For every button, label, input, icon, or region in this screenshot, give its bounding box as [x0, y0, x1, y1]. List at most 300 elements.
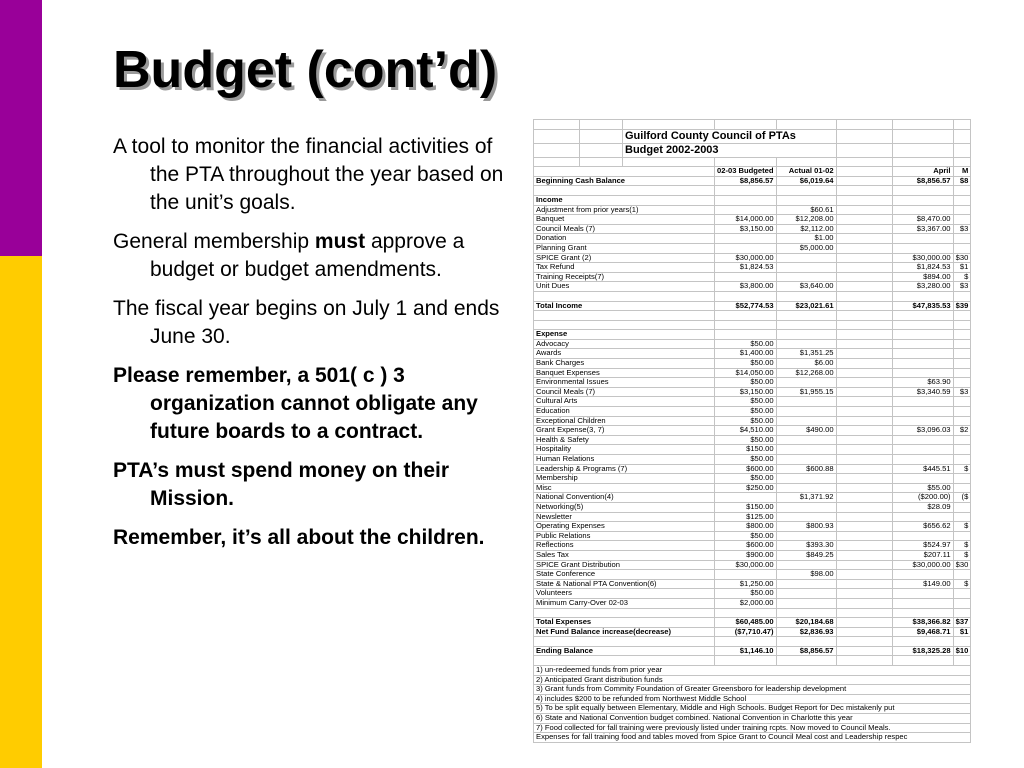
sheet-cell [892, 243, 953, 253]
sheet-cell: $2,836.93 [776, 627, 836, 637]
sheet-cell: $600.00 [715, 464, 777, 474]
sheet-cell [715, 243, 777, 253]
sheet-cell [836, 589, 892, 599]
sheet-cell [836, 215, 892, 225]
sheet-cell: $1,371.92 [776, 493, 836, 503]
sheet-cell: $3,640.00 [776, 282, 836, 292]
sheet-row-label: Cultural Arts [534, 397, 715, 407]
sheet-note: 6) State and National Convention budget combined. National Convention in Charlotte this year [534, 714, 971, 724]
bullet-item: The fiscal year begins on July 1 and ends June 30. [113, 297, 500, 348]
sheet-cell [953, 186, 971, 196]
sheet-row-label: Human Relations [534, 455, 715, 465]
bullet-item: A tool to monitor the financial activities of the PTA throughout the year based on the unit’s goals. [113, 135, 504, 214]
sheet-cell [836, 368, 892, 378]
sheet-cell [836, 253, 892, 263]
sheet-cell [892, 656, 953, 666]
sheet-cell: $8,470.00 [892, 215, 953, 225]
sheet-cell [836, 186, 892, 196]
sheet-cell: $900.00 [715, 550, 777, 560]
sheet-row [534, 120, 971, 130]
sheet-row [534, 186, 971, 196]
sheet-cell: $8,856.57 [776, 646, 836, 656]
sheet-cell: $52,774.53 [715, 301, 777, 311]
sheet-cell [580, 143, 623, 157]
sheet-row [534, 541, 971, 551]
sheet-row-label: Hospitality [534, 445, 715, 455]
sheet-cell [836, 435, 892, 445]
sheet-cell [776, 589, 836, 599]
sheet-cell: $207.11 [892, 550, 953, 560]
sheet-cell: $18,325.28 [892, 646, 953, 656]
sheet-cell [892, 407, 953, 417]
sheet-cell: $894.00 [892, 272, 953, 282]
sheet-cell [715, 311, 777, 321]
sheet-row [534, 502, 971, 512]
sheet-column-header [534, 167, 715, 177]
sheet-cell [953, 291, 971, 301]
sheet-cell [892, 234, 953, 244]
bullet-text: approve a budget or budget amendments. [150, 230, 465, 281]
sheet-cell [953, 320, 971, 330]
sheet-cell [953, 234, 971, 244]
sheet-cell: $38,366.82 [892, 618, 953, 628]
sheet-cell [534, 120, 580, 130]
sheet-cell: $98.00 [776, 570, 836, 580]
sheet-cell [776, 186, 836, 196]
sheet-row [534, 618, 971, 628]
sheet-cell: $20,184.68 [776, 618, 836, 628]
sheet-title: Budget 2002-2003 [623, 143, 837, 157]
sheet-cell [836, 407, 892, 417]
sheet-cell: $55.00 [892, 483, 953, 493]
sheet-cell [776, 474, 836, 484]
sheet-cell: $3 [953, 282, 971, 292]
sheet-cell: ($200.00) [892, 493, 953, 503]
sheet-column-header: 02-03 Budgeted [715, 167, 777, 177]
sheet-row [534, 378, 971, 388]
sheet-row-label: Environmental Issues [534, 378, 715, 388]
budget-table [533, 119, 971, 743]
sheet-cell: $50.00 [715, 589, 777, 599]
sheet-row [534, 455, 971, 465]
sheet-cell [836, 339, 892, 349]
sheet-cell [836, 243, 892, 253]
sheet-cell [836, 301, 892, 311]
sheet-row-label: SPICE Grant (2) [534, 253, 715, 263]
sheet-cell [953, 474, 971, 484]
sheet-cell [836, 311, 892, 321]
sheet-cell [953, 378, 971, 388]
sheet-cell [892, 397, 953, 407]
sheet-row-label: Misc [534, 483, 715, 493]
sheet-cell: $150.00 [715, 502, 777, 512]
sheet-cell [836, 474, 892, 484]
sheet-row [534, 426, 971, 436]
yellow-accent-bar [0, 256, 42, 768]
sheet-cell [580, 157, 623, 167]
sheet-cell [776, 320, 836, 330]
sheet-row-label: Awards [534, 349, 715, 359]
sheet-note-row [534, 714, 971, 724]
sheet-cell [836, 330, 892, 340]
sheet-cell [836, 157, 892, 167]
sheet-row-label: Donation [534, 234, 715, 244]
sheet-row [534, 224, 971, 234]
sheet-row-label: State Conference [534, 570, 715, 580]
sheet-cell: $30 [953, 253, 971, 263]
sheet-cell [892, 637, 953, 647]
sheet-cell [776, 397, 836, 407]
sheet-cell [776, 445, 836, 455]
sheet-note: 4) includes $200 to be refunded from Northwest Middle School [534, 694, 971, 704]
sheet-cell: $63.90 [892, 378, 953, 388]
sheet-cell: $30,000.00 [892, 253, 953, 263]
sheet-cell [892, 339, 953, 349]
sheet-cell [892, 129, 953, 143]
sheet-row-label: Operating Expenses [534, 522, 715, 532]
sheet-cell: $50.00 [715, 455, 777, 465]
sheet-cell: $2 [953, 426, 971, 436]
sheet-cell: $490.00 [776, 426, 836, 436]
sheet-cell [836, 416, 892, 426]
sheet-cell [715, 186, 777, 196]
sheet-cell [836, 531, 892, 541]
sheet-cell: $50.00 [715, 339, 777, 349]
sheet-cell: $2,112.00 [776, 224, 836, 234]
sheet-row-label: Exceptional Children [534, 416, 715, 426]
sheet-row [534, 627, 971, 637]
sheet-cell: ($ [953, 493, 971, 503]
sheet-row [534, 263, 971, 273]
sheet-cell [892, 474, 953, 484]
sheet-cell: $9,468.71 [892, 627, 953, 637]
sheet-cell [953, 215, 971, 225]
sheet-cell: $656.62 [892, 522, 953, 532]
sheet-note: 2) Anticipated Grant distribution funds [534, 675, 971, 685]
sheet-cell [836, 205, 892, 215]
sheet-row [534, 359, 971, 369]
sheet-row-label: State & National PTA Convention(6) [534, 579, 715, 589]
sheet-cell [836, 282, 892, 292]
sheet-row [534, 550, 971, 560]
sheet-cell [953, 311, 971, 321]
sheet-cell [580, 120, 623, 130]
sheet-row-label: Sales Tax [534, 550, 715, 560]
sheet-cell [776, 378, 836, 388]
sheet-cell [534, 143, 580, 157]
sheet-cell [836, 272, 892, 282]
sheet-cell [892, 195, 953, 205]
sheet-cell [953, 330, 971, 340]
sheet-cell: $524.97 [892, 541, 953, 551]
sheet-cell [953, 129, 971, 143]
sheet-cell: $3,340.59 [892, 387, 953, 397]
sheet-cell: $149.00 [892, 579, 953, 589]
sheet-cell [836, 483, 892, 493]
sheet-row-label: Adjustment from prior years(1) [534, 205, 715, 215]
sheet-cell [953, 656, 971, 666]
sheet-cell: $445.51 [892, 464, 953, 474]
sheet-title: Guilford County Council of PTAs [623, 129, 837, 143]
sheet-cell [953, 570, 971, 580]
sheet-cell [836, 598, 892, 608]
sheet-cell [953, 512, 971, 522]
sheet-cell [953, 531, 971, 541]
sheet-cell [892, 349, 953, 359]
sheet-cell [836, 387, 892, 397]
sheet-row-label: Beginning Cash Balance [534, 176, 715, 186]
sheet-cell [715, 570, 777, 580]
sheet-cell [953, 455, 971, 465]
sheet-cell [776, 435, 836, 445]
sheet-cell [836, 522, 892, 532]
sheet-cell: $8,856.57 [715, 176, 777, 186]
sheet-cell [836, 560, 892, 570]
sheet-cell [776, 598, 836, 608]
sheet-cell: $800.93 [776, 522, 836, 532]
budget-spreadsheet [533, 119, 983, 745]
sheet-note: 5) To be split equally between Elementary, Middle and High Schools. Budget Report for Dec mistakenly put [534, 704, 971, 714]
sheet-cell: $8,856.57 [892, 176, 953, 186]
sheet-cell [623, 120, 715, 130]
sheet-column-header: Actual 01-02 [776, 167, 836, 177]
sheet-cell: $3 [953, 224, 971, 234]
sheet-cell: $1,824.53 [892, 263, 953, 273]
sheet-cell [953, 445, 971, 455]
sheet-cell: $ [953, 579, 971, 589]
sheet-cell [776, 656, 836, 666]
sheet-cell: $12,268.00 [776, 368, 836, 378]
sheet-cell: $23,021.61 [776, 301, 836, 311]
sheet-cell: $5,000.00 [776, 243, 836, 253]
sheet-note: 3) Grant funds from Commity Foundation of Greater Greensboro for leadership development [534, 685, 971, 695]
sheet-cell: $6,019.64 [776, 176, 836, 186]
sheet-cell: $ [953, 522, 971, 532]
sheet-cell [776, 311, 836, 321]
sheet-cell [776, 263, 836, 273]
sheet-cell: $3,367.00 [892, 224, 953, 234]
sheet-cell: ($7,710.47) [715, 627, 777, 637]
sheet-column-header [836, 167, 892, 177]
slide-title: Budget (cont’d) [113, 41, 498, 99]
sheet-cell [836, 570, 892, 580]
sheet-cell [836, 637, 892, 647]
sheet-cell [953, 589, 971, 599]
sheet-note-row [534, 685, 971, 695]
sheet-row [534, 215, 971, 225]
sheet-cell [534, 129, 580, 143]
sheet-row [534, 589, 971, 599]
sheet-cell [892, 120, 953, 130]
sheet-cell: $28.09 [892, 502, 953, 512]
sheet-cell [715, 656, 777, 666]
sheet-cell [776, 637, 836, 647]
sheet-row-label: Networking(5) [534, 502, 715, 512]
sheet-row-label: Volunteers [534, 589, 715, 599]
sheet-cell [836, 455, 892, 465]
sheet-cell: $1 [953, 263, 971, 273]
sheet-cell [715, 320, 777, 330]
sheet-cell [776, 195, 836, 205]
sheet-cell [892, 143, 953, 157]
sheet-cell [836, 627, 892, 637]
sheet-cell: $ [953, 272, 971, 282]
sheet-cell [715, 330, 777, 340]
sheet-cell: $50.00 [715, 378, 777, 388]
sheet-row-label: Planning Grant [534, 243, 715, 253]
sheet-row-label: Minimum Carry-Over 02-03 [534, 598, 715, 608]
sheet-cell [836, 656, 892, 666]
sheet-cell [836, 349, 892, 359]
sheet-cell: $50.00 [715, 397, 777, 407]
sheet-cell [892, 330, 953, 340]
sheet-cell: $1,146.10 [715, 646, 777, 656]
sheet-cell [776, 502, 836, 512]
sheet-cell: $12,208.00 [776, 215, 836, 225]
sheet-row-label: Public Relations [534, 531, 715, 541]
sheet-cell: $50.00 [715, 416, 777, 426]
sheet-cell: $2,000.00 [715, 598, 777, 608]
sheet-row [534, 560, 971, 570]
sheet-cell [715, 195, 777, 205]
sheet-cell [776, 579, 836, 589]
sheet-cell [953, 407, 971, 417]
sheet-cell [836, 445, 892, 455]
sheet-row [534, 176, 971, 186]
sheet-cell: $60,485.00 [715, 618, 777, 628]
sheet-cell [836, 143, 892, 157]
sheet-cell: $50.00 [715, 359, 777, 369]
sheet-cell: $3,280.00 [892, 282, 953, 292]
sheet-row-label: Health & Safety [534, 435, 715, 445]
sheet-row [534, 282, 971, 292]
sheet-cell [836, 550, 892, 560]
sheet-cell [892, 435, 953, 445]
sheet-cell [776, 291, 836, 301]
sheet-cell [836, 320, 892, 330]
sheet-row [534, 570, 971, 580]
sheet-row-label: Leadership & Programs (7) [534, 464, 715, 474]
sheet-row [534, 291, 971, 301]
sheet-row [534, 320, 971, 330]
sheet-cell [892, 598, 953, 608]
sheet-row [534, 234, 971, 244]
bullet-list [113, 133, 513, 563]
sheet-row-label: Banquet [534, 215, 715, 225]
sheet-cell [836, 618, 892, 628]
sheet-cell [715, 637, 777, 647]
sheet-row [534, 195, 971, 205]
sheet-cell: $60.61 [776, 205, 836, 215]
sheet-cell [836, 464, 892, 474]
sheet-cell: $ [953, 550, 971, 560]
sheet-row-label: Newsletter [534, 512, 715, 522]
sheet-row-label: Reflections [534, 541, 715, 551]
sheet-row [534, 330, 971, 340]
sheet-cell: $800.00 [715, 522, 777, 532]
sheet-cell [953, 598, 971, 608]
purple-accent-bar [0, 0, 42, 256]
sheet-row-label: Banquet Expenses [534, 368, 715, 378]
sheet-column-header: April [892, 167, 953, 177]
sheet-cell [580, 129, 623, 143]
sheet-cell: $47,835.53 [892, 301, 953, 311]
sheet-cell: $39 [953, 301, 971, 311]
sheet-cell: $600.88 [776, 464, 836, 474]
sheet-cell [836, 541, 892, 551]
sheet-row-label: Membership [534, 474, 715, 484]
sheet-cell: $8 [953, 176, 971, 186]
sheet-cell: $150.00 [715, 445, 777, 455]
sheet-cell [836, 224, 892, 234]
sheet-column-header-row [534, 167, 971, 177]
sheet-cell [892, 291, 953, 301]
sheet-row-label: Council Meals (7) [534, 224, 715, 234]
sheet-row-label: Council Meals (7) [534, 387, 715, 397]
sheet-row [534, 474, 971, 484]
sheet-row [534, 311, 971, 321]
sheet-cell [953, 143, 971, 157]
sheet-cell: $30,000.00 [715, 253, 777, 263]
sheet-row [534, 637, 971, 647]
sheet-cell: $30,000.00 [892, 560, 953, 570]
sheet-row-label: Advocacy [534, 339, 715, 349]
sheet-cell: $37 [953, 618, 971, 628]
sheet-cell: $50.00 [715, 474, 777, 484]
sheet-row-label [534, 311, 715, 321]
sheet-cell [776, 455, 836, 465]
sheet-row-label: National Convention(4) [534, 493, 715, 503]
sheet-cell [836, 176, 892, 186]
sheet-cell: $600.00 [715, 541, 777, 551]
sheet-row-label: Training Receipts(7) [534, 272, 715, 282]
sheet-cell [836, 359, 892, 369]
sheet-note-row [534, 733, 971, 743]
sheet-cell [715, 291, 777, 301]
sheet-note: 1) un-redeemed funds from prior year [534, 666, 971, 676]
bullet-text: General membership [113, 230, 315, 253]
sheet-cell: $3,150.00 [715, 224, 777, 234]
sheet-cell [776, 330, 836, 340]
sheet-cell [892, 186, 953, 196]
sheet-cell [953, 368, 971, 378]
sheet-row [534, 522, 971, 532]
sheet-cell: $14,000.00 [715, 215, 777, 225]
sheet-cell [953, 637, 971, 647]
sheet-cell [836, 502, 892, 512]
bullet-item: PTA’s must spend money on their Mission. [113, 459, 450, 510]
sheet-cell [892, 445, 953, 455]
sheet-cell: $3 [953, 387, 971, 397]
sheet-row-label: Total Expenses [534, 618, 715, 628]
sheet-cell [836, 608, 892, 618]
sheet-cell: $125.00 [715, 512, 777, 522]
sheet-cell [836, 512, 892, 522]
sheet-cell [776, 253, 836, 263]
sheet-cell [836, 263, 892, 273]
sheet-cell [953, 195, 971, 205]
sheet-cell [836, 120, 892, 130]
bullet-bold-text: must [314, 230, 366, 253]
sheet-cell: $393.30 [776, 541, 836, 551]
sheet-cell: $3,096.03 [892, 426, 953, 436]
sheet-cell: $ [953, 464, 971, 474]
sheet-cell [953, 359, 971, 369]
sheet-cell [715, 120, 777, 130]
sheet-cell [715, 234, 777, 244]
sheet-cell [953, 397, 971, 407]
sheet-title-row [534, 143, 971, 157]
